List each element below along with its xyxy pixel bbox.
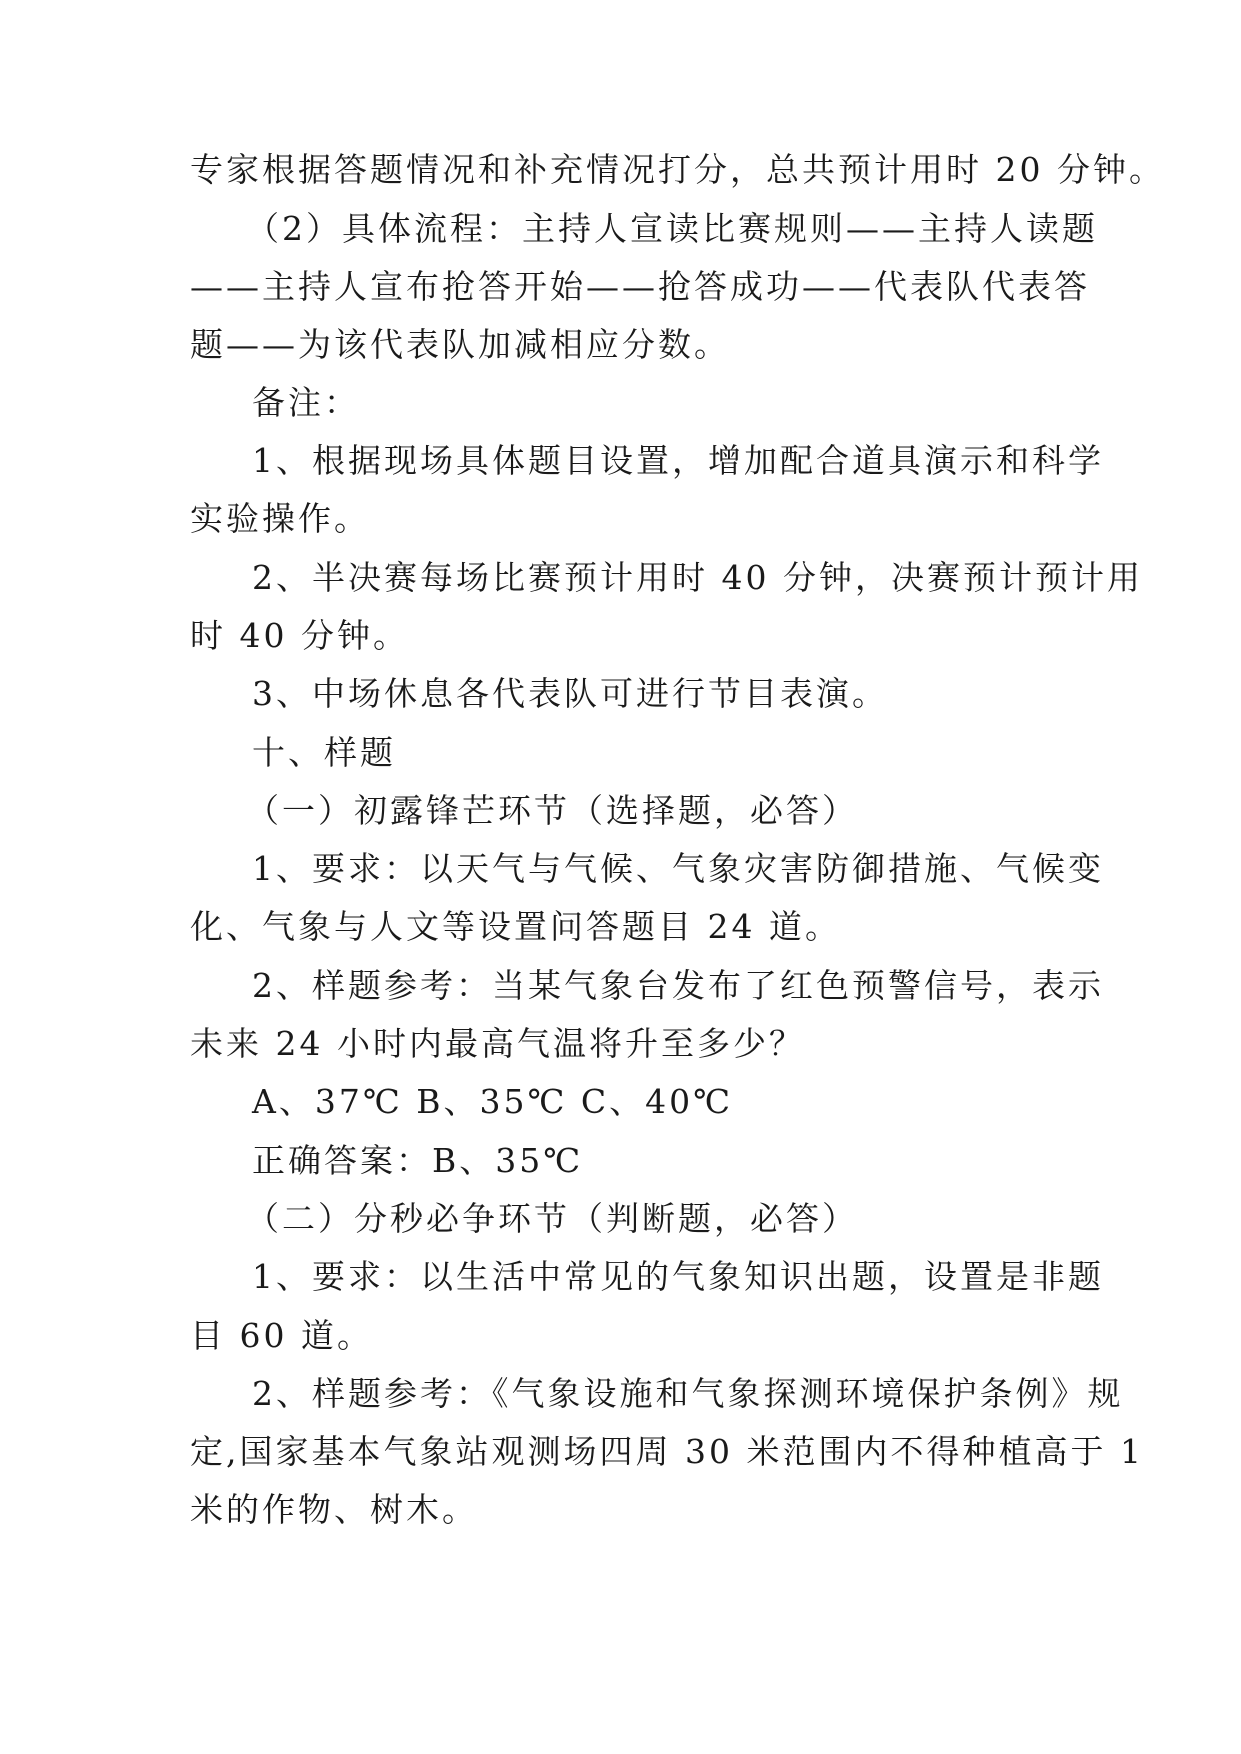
text-line: 定,国家基本气象站观测场四周 30 米范围内不得种植高于 1 bbox=[190, 1432, 1144, 1471]
text-line: 化、气象与人文等设置问答题目 24 道。 bbox=[190, 907, 841, 946]
section-heading: 十、样题 bbox=[252, 733, 396, 772]
text-line: （2）具体流程：主持人宣读比赛规则——主持人读题 bbox=[246, 209, 1098, 248]
text-line: 备注： bbox=[252, 383, 360, 422]
text-line: 2、样题参考：当某气象台发布了红色预警信号，表示 bbox=[252, 966, 1104, 1005]
answer-options: A、37℃ B、35℃ C、40℃ bbox=[252, 1082, 734, 1121]
text-line: 专家根据答题情况和补充情况打分，总共预计用时 20 分钟。 bbox=[190, 150, 1165, 189]
text-line: 1、根据现场具体题目设置，增加配合道具演示和科学 bbox=[252, 441, 1104, 480]
correct-answer: 正确答案：B、35℃ bbox=[252, 1141, 584, 1180]
text-line: ——主持人宣布抢答开始——抢答成功——代表队代表答 bbox=[190, 267, 1090, 306]
text-line: 目 60 道。 bbox=[190, 1316, 373, 1355]
subsection-heading: （一）初露锋芒环节（选择题，必答） bbox=[246, 791, 858, 830]
text-line: 2、样题参考：《气象设施和气象探测环境保护条例》规 bbox=[252, 1374, 1124, 1413]
text-line: 1、要求：以天气与气候、气象灾害防御措施、气候变 bbox=[252, 849, 1104, 888]
text-line: 实验操作。 bbox=[190, 499, 370, 538]
text-line: 2、半决赛每场比赛预计用时 40 分钟，决赛预计预计用 bbox=[252, 558, 1143, 597]
subsection-heading: （二）分秒必争环节（判断题，必答） bbox=[246, 1199, 858, 1238]
text-line: 未来 24 小时内最高气温将升至多少？ bbox=[190, 1024, 805, 1063]
text-line: 米的作物、树木。 bbox=[190, 1490, 478, 1529]
text-line: 题——为该代表队加减相应分数。 bbox=[190, 325, 730, 364]
text-line: 1、要求：以生活中常见的气象知识出题，设置是非题 bbox=[252, 1257, 1104, 1296]
text-line: 3、中场休息各代表队可进行节目表演。 bbox=[252, 674, 888, 713]
text-line: 时 40 分钟。 bbox=[190, 616, 409, 655]
